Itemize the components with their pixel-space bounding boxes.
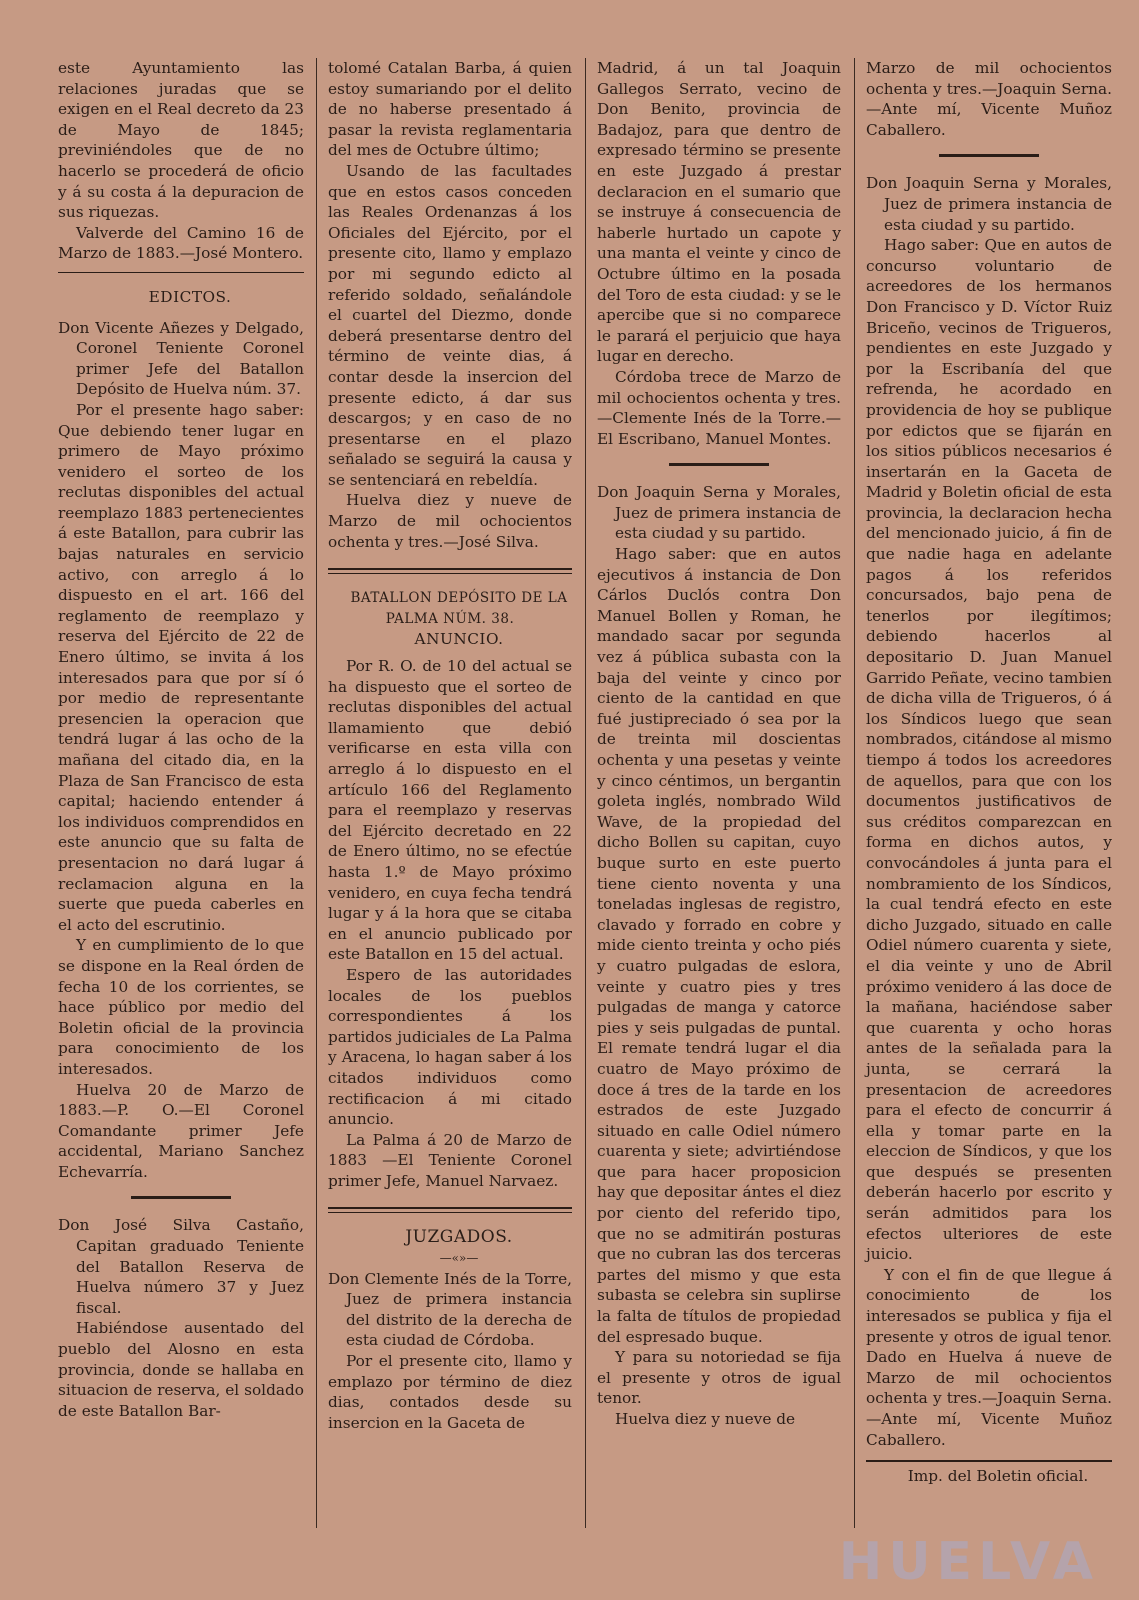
column-divider (316, 58, 317, 1528)
ornament: —«»— (439, 1251, 479, 1266)
column-4 (866, 58, 1112, 1487)
edict-header: Don Clemente Inés de la Torre, Juez de primera instancia del distrito de la derecha de esta ciudad de Córdoba. (328, 1269, 572, 1350)
divider (939, 154, 1039, 157)
signature: Huelva 20 de Marzo de 1883.—P. O.—El Coronel Comandante primer Jefe accidental, Mariano Sanchez Echevarría. (58, 1080, 304, 1181)
divider (328, 1207, 572, 1213)
watermark: HUELVA (838, 1532, 1099, 1592)
paragraph: Y con el fin de que llegue á conocimiento de los interesados se publica y fija el presente y otros de igual tenor. Dado en Huelva á nueve de Marzo de mil ochocientos ochenta y tres.—Joaquin Serna.—Ante mí, Vicente Muñoz Caballero. (866, 1265, 1112, 1449)
column-3 (597, 58, 841, 1430)
paragraph: Y en cumplimiento de lo que se dispone en la Real órden de fecha 10 de los corrientes, se hace público por medio del Boletin oficial de la provincia para conocimiento de los interesados. (58, 936, 304, 1078)
edict-header: Don Joaquin Serna y Morales, Juez de primera instancia de esta ciudad y su partido. (866, 174, 1112, 234)
divider (866, 1460, 1112, 1462)
imprint: Imp. del Boletin oficial. (907, 1467, 1089, 1486)
paragraph: este Ayuntamiento las relaciones juradas que se exigen en el Real decreto da 23 de Mayo de 1845; previniéndoles que de no hacerlo se procederá de oficio y á su costa á la depuracion de sus riquezas. (58, 59, 304, 222)
paragraph: Huelva diez y nueve de (615, 1410, 796, 1428)
signature: Valverde del Camino 16 de Marzo de 1883.—José Montero. (58, 223, 304, 263)
paragraph: Por el presente cito, llamo y emplazo por término de diez dias, contados desde su insercion en la Gaceta de (328, 1352, 572, 1432)
signature: Marzo de mil ochocientos ochenta y tres.—Joaquin Serna.—Ante mí, Vicente Muñoz Caballero. (866, 59, 1112, 139)
paragraph: Madrid, á un tal Joaquin Gallegos Serrato, vecino de Don Benito, provincia de Badajoz, para que dentro de expresado término se presente en este Juzgado á prestar declaracion en el sumario que se instruye á consecuencia de haberle hurtado un capote y una manta el veinte y cinco de Octubre último en la posada del Toro de esta ciudad: y se le apercibe que si no comparece le parará el perjuicio que haya lugar en derecho. (597, 59, 841, 366)
paragraph: Habiéndose ausentado del pueblo del Alosno en esta provincia, donde se hallaba en situacion de reserva, el soldado de este Batallon Bar- (58, 1319, 304, 1420)
paragraph: Usando de las facultades que en estos casos conceden las Reales Ordenanzas á los Oficiales del Ejército, por el presente cito, llamo y emplazo por mi segundo edicto al referido soldado, señalándole el cuartel del Diezmo, donde deberá presentarse dentro del término de veinte dias, á contar desde la insercion del presente edicto, á dar sus descargos; y en caso de no presentarse en el plazo señalado se seguirá la causa y se sentenciará en rebeldía. (328, 161, 572, 489)
column-2 (328, 58, 572, 1433)
paragraph: Y para su notoriedad se fija el presente y otros de igual tenor. (597, 1348, 841, 1408)
column-1 (58, 58, 304, 1421)
paragraph: tolomé Catalan Barba, á quien estoy sumariando por el delito de no haberse presentado á pasar la revista reglamentaria del mes de Octubre último; (328, 59, 572, 160)
divider (328, 568, 572, 574)
paragraph: Por R. O. de 10 del actual se ha dispuesto que el sorteo de reclutas disponibles del actual llamamiento que debió verificarse en esta villa con arreglo á lo dispuesto en el artículo 166 del Reglamento para el reemplazo y reservas del Ejército decretado en 22 de Enero último, no se efectúe hasta 1.º de Mayo próximo venidero, en cuya fecha tendrá lugar y á la hora que se citaba en el anuncio publicado por este Batallon en 15 del actual. (328, 657, 572, 964)
signature: Huelva diez y nueve de Marzo de mil ochocientos ochenta y tres.—José Silva. (328, 491, 572, 551)
paragraph: Por el presente hago saber: Que debiendo tener lugar en primero de Mayo próximo venidero el sorteo de los reclutas disponibles del actual reemplazo 1883 pertenecientes á este Batallon, para cubrir las bajas naturales en servicio activo, con arreglo á lo dispuesto en el art. 166 del reglamento de reemplazo y reserva del Ejército de 22 de Enero último, se invita á los interesados para que por sí ó por medio de representante presencien la operacion que tendrá lugar á las ocho de la mañana del citado dia, en la Plaza de San Francisco de esta capital; haciendo entender á los individuos comprendidos en este anuncio que su falta de presentacion no dará lugar á reclamacion alguna en la suerte que pueda caberles en el acto del escrutinio. (58, 400, 304, 934)
edict-header: Don José Silva Castaño, Capitan graduado Teniente del Batallon Reserva de Huelva número 37 y Juez fiscal. (58, 1216, 304, 1317)
section-heading: ANUNCIO. (414, 630, 504, 649)
paragraph: Espero de las autoridades locales de los pueblos correspondientes á los partidos judiciales de La Palma y Aracena, lo hagan saber á los citados individuos como rectificacion á mi citado anuncio. (328, 965, 572, 1129)
column-divider (585, 58, 586, 1528)
signature: Córdoba trece de Marzo de mil ochocientos ochenta y tres.—Clemente Inés de la Torre.—El Escribano, Manuel Montes. (597, 367, 841, 448)
column-divider (854, 58, 855, 1528)
signature: La Palma á 20 de Marzo de 1883 —El Teniente Coronel primer Jefe, Manuel Narvaez. (328, 1130, 572, 1190)
edict-header: Don Joaquin Serna y Morales, Juez de primera instancia de esta ciudad y su partido. (597, 483, 841, 543)
divider (669, 463, 769, 466)
divider (131, 1196, 231, 1199)
paragraph: Hago saber: Que en autos de concurso voluntario de acreedores de los hermanos Don Francisco y D. Víctor Ruiz Briceño, vecinos de Trigueros, pendientes en este Juzgado y por la Escribanía del que refrenda, he acordado en providencia de hoy se publique por edictos que se fijarán en los sitios públicos necesarios é insertarán en la Gaceta de Madrid y Boletin oficial de esta provincia, la declaracion hecha del mencionado juicio, á fin de que nadie haga en adelante pagos á los referidos concursados, bajo pena de tenerlos por ilegítimos; debiendo hacerlos al depositario D. Juan Manuel Garrido Peñate, vecino tambien de dicha villa de Trigueros, ó á los Síndicos luego que sean nombrados, citándose al mismo tiempo á todos los acreedores de aquellos, para que con los documentos justificativos de sus créditos comparezcan en forma en dichos autos, y convocándoles á junta para el nombramiento de los Síndicos, la cual tendrá efecto en este dicho Juzgado, situado en calle Odiel número cuarenta y siete, el dia veinte y uno de Abril próximo venidero á las doce de la mañana, haciéndose saber que cuarenta y ocho horas antes de la señalada para la junta, se cerrará la presentacion de acreedores para el efecto de concurrir á ella y tomar parte en la eleccion de Síndicos, y que los que después se presenten deberán hacerlo por escrito y serán admitidos para los efectos ulteriores de este juicio. (866, 236, 1112, 1264)
section-heading: JUZGADOS. (405, 1227, 513, 1248)
section-heading: EDICTOS. (148, 287, 232, 306)
paragraph: Hago saber: que en autos ejecutivos á instancia de Don Cárlos Duclós contra Don Manuel Bollen y Roman, he mandado sacar por segunda vez á pública subasta con la baja del veinte y cinco por ciento de la cantidad en que fué justipreciado ó sea por la de treinta mil doscientas ochenta y una pesetas y veinte y cinco céntimos, un bergantin goleta inglés, nombrado Wild Wave, de la propiedad del dicho Bollen su capitan, cuyo buque surto en este puerto tiene ciento noventa y una toneladas inglesas de registro, clavado y forrado en cobre y mide ciento treinta y ocho piés y cuatro pulgadas de eslora, veinte y cuatro pies y tres pulgadas de manga y catorce pies y seis pulgadas de puntal. El remate tendrá lugar el dia cuatro de Mayo próximo de doce á tres de la tarde en los estrados de este Juzgado situado en calle Odiel número cuarenta y siete; advirtiéndose que para hacer proposicion hay que depositar ántes el diez por ciento del referido tipo, que no se admitirán posturas que no cubran las dos terceras partes del mismo y que esta subasta se celebra sin suplirse la falta de títulos de propiedad del espresado buque. (597, 545, 841, 1346)
section-heading: BATALLON DEPÓSITO DE LA PALMA NÚM. 38. (350, 590, 568, 627)
divider (58, 272, 304, 273)
edict-header: Don Vicente Añezes y Delgado, Coronel Teniente Coronel primer Jefe del Batallon Depósito de Huelva núm. 37. (58, 318, 304, 399)
